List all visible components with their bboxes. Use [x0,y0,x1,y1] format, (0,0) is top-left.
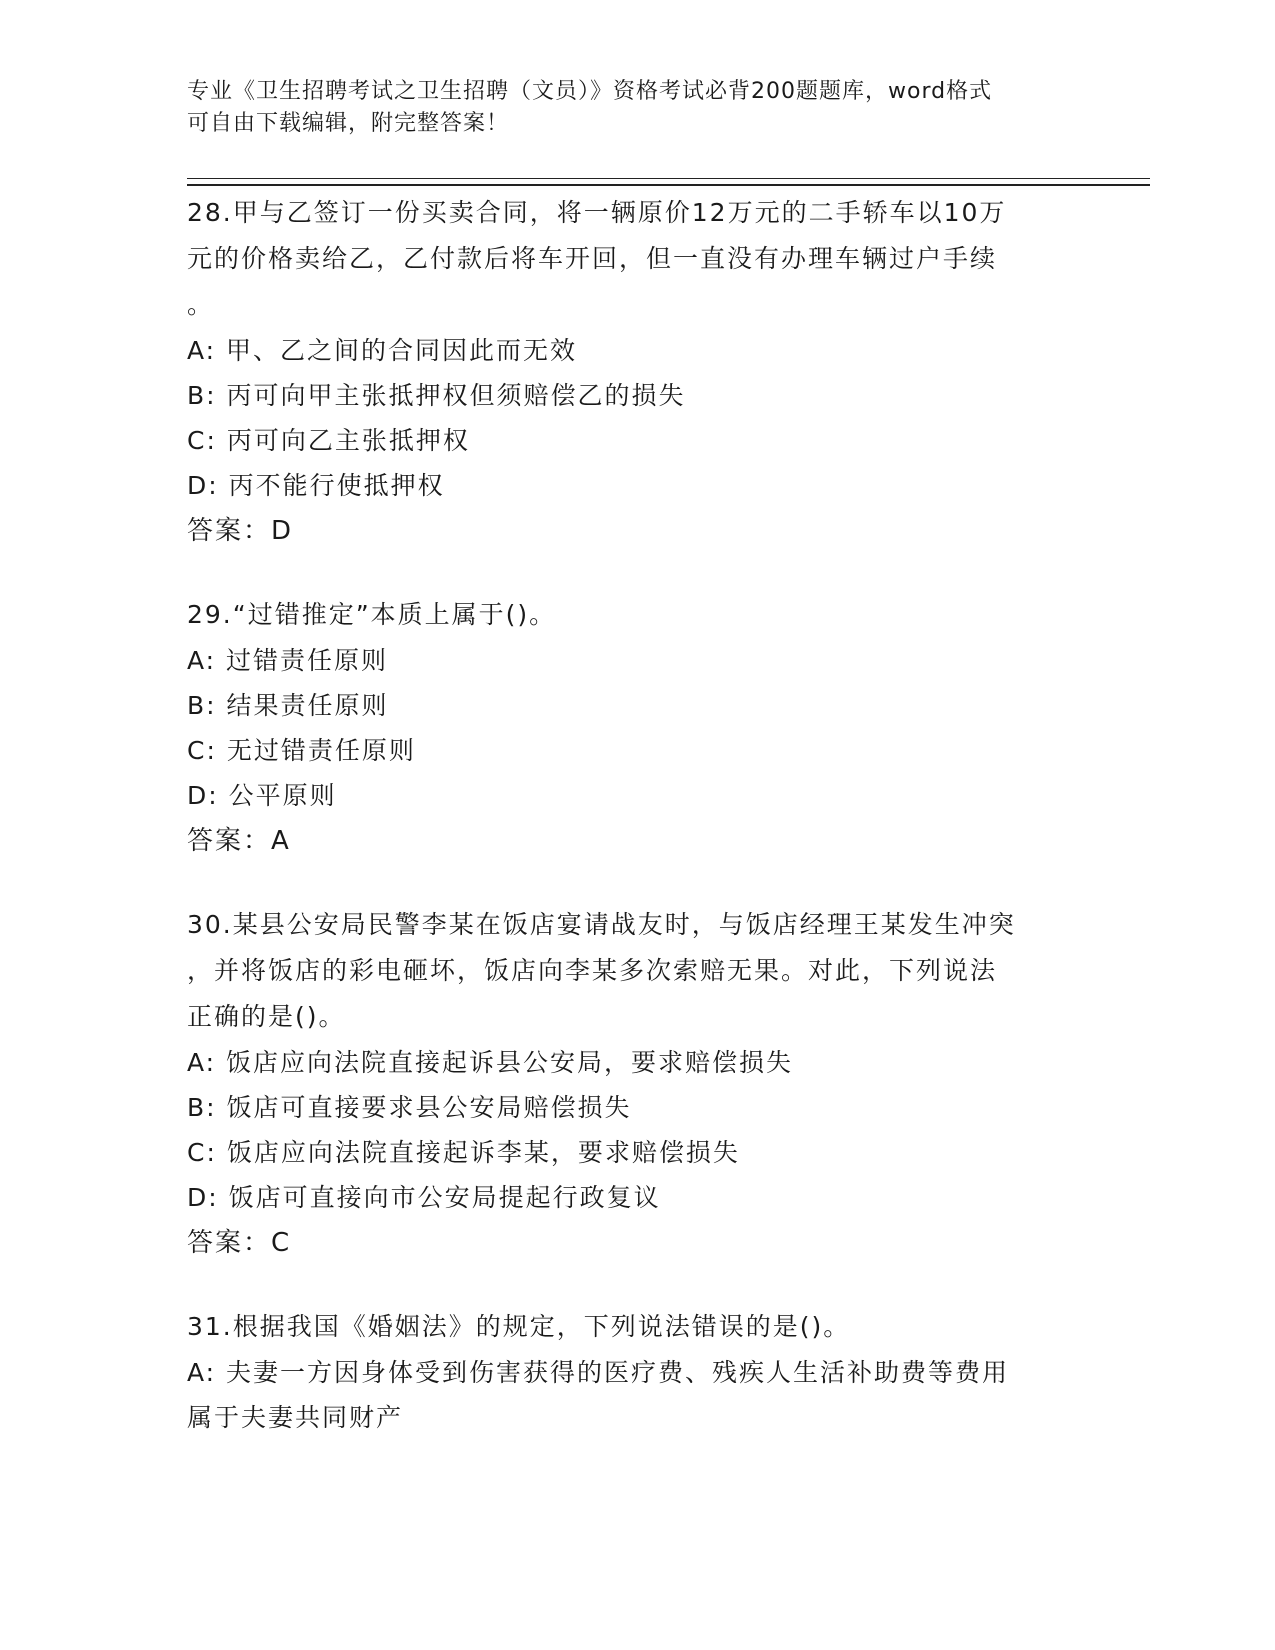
question-stem-line: 28.甲与乙签订一份买卖合同，将一辆原价12万元的二手轿车以10万 [187,198,1007,227]
question-stem-line: 元的价格卖给乙，乙付款后将车开回，但一直没有办理车辆过户手续 [187,244,998,273]
option-a: A: 饭店应向法院直接起诉县公安局，要求赔偿损失 [187,1048,794,1077]
option-a: A: 夫妻一方因身体受到伤害获得的医疗费、残疾人生活补助费等费用 [187,1358,1010,1387]
question-29 [187,592,1077,864]
option-d: D: 公平原则 [187,781,337,810]
option-c: C: 丙可向乙主张抵押权 [187,426,470,455]
option-d: D: 丙不能行使抵押权 [187,471,445,500]
option-b: B: 丙可向甲主张抵押权但须赔偿乙的损失 [187,381,686,410]
question-stem-line: 30.某县公安局民警李某在饭店宴请战友时，与饭店经理王某发生冲突 [187,910,1016,939]
header-line-1: 专业《卫生招聘考试之卫生招聘（文员）》资格考试必背200题题库，word格式 [187,79,993,104]
header-divider-thin [187,178,1150,179]
option-a-continued: 属于夫妻共同财产 [187,1403,404,1432]
option-c: C: 无过错责任原则 [187,736,416,765]
option-a: A: 过错责任原则 [187,646,389,675]
option-d: D: 饭店可直接向市公安局提起行政复议 [187,1183,661,1212]
option-c: C: 饭店应向法院直接起诉李某，要求赔偿损失 [187,1138,740,1167]
option-b: B: 结果责任原则 [187,691,389,720]
question-list [187,190,1077,1478]
answer-label: 答案：A [187,826,291,856]
option-a: A: 甲、乙之间的合同因此而无效 [187,336,578,365]
question-stem-line: 29.“过错推定”本质上属于()。 [187,600,557,629]
question-31 [187,1304,1077,1440]
question-stem-line: 正确的是()。 [187,1002,346,1031]
answer-label: 答案：C [187,1228,292,1258]
option-b: B: 饭店可直接要求县公安局赔偿损失 [187,1093,632,1122]
answer-label: 答案：D [187,516,294,546]
document-header [187,76,1067,140]
header-line-2: 可自由下载编辑，附完整答案！ [187,111,510,136]
question-stem-line: 31.根据我国《婚姻法》的规定，下列说法错误的是()。 [187,1312,851,1341]
question-stem-line: ，并将饭店的彩电砸坏，饭店向李某多次索赔无果。对此，下列说法 [187,956,998,985]
header-divider-thick [187,184,1150,186]
question-stem-line: 。 [187,290,215,319]
question-30 [187,902,1077,1266]
question-28 [187,190,1077,554]
